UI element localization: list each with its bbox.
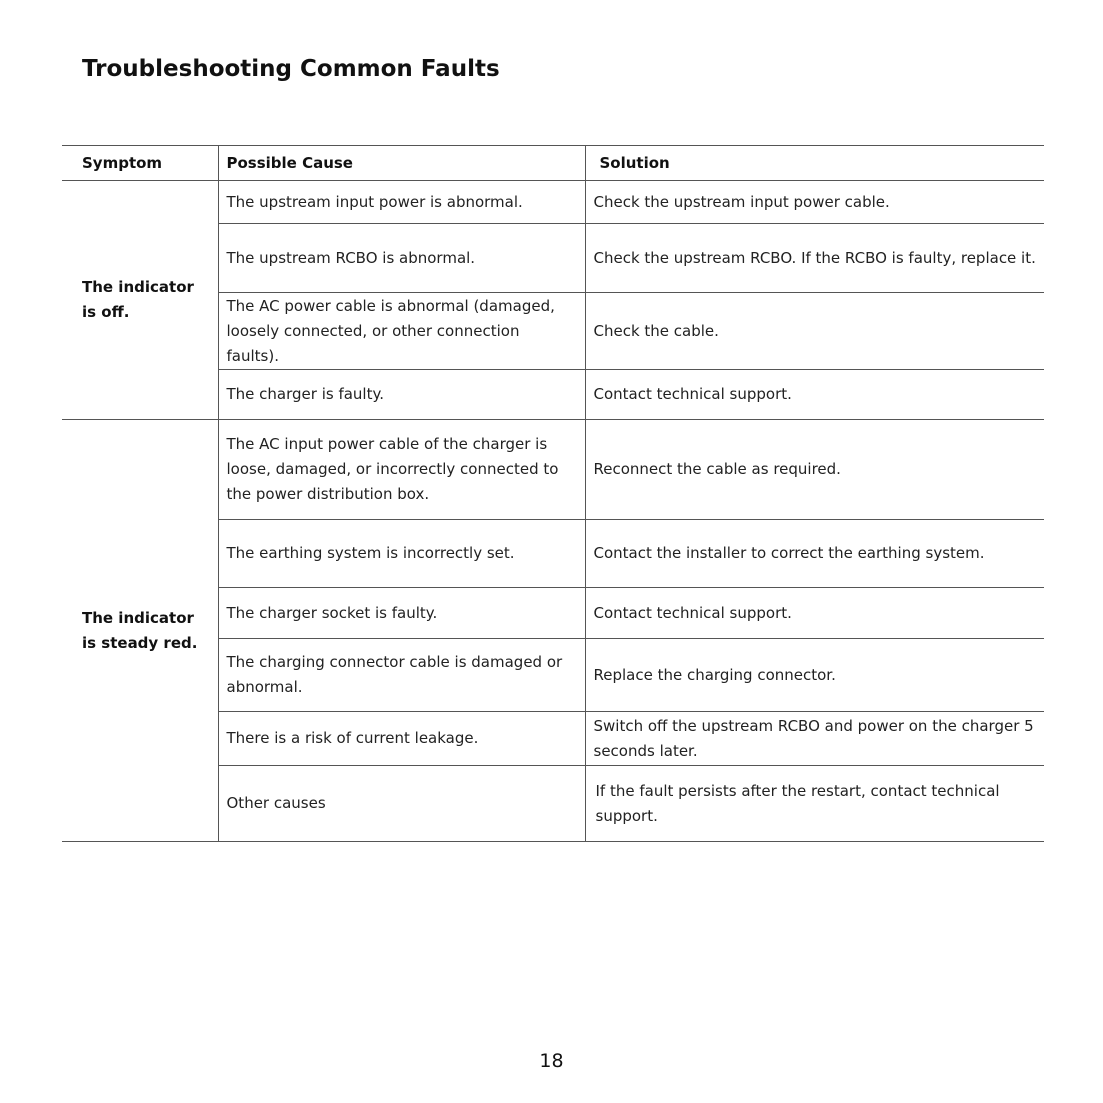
- cause-cell: The charger socket is faulty.: [218, 588, 585, 639]
- cause-cell: The upstream input power is abnormal.: [218, 181, 585, 224]
- header-possible-cause: Possible Cause: [218, 146, 585, 181]
- cause-cell: The charging connector cable is damaged or abnormal.: [218, 639, 585, 712]
- header-symptom: Symptom: [62, 146, 218, 181]
- symptom-indicator-steady-red: The indicator is steady red.: [62, 420, 218, 842]
- table-header-row: [62, 146, 1044, 181]
- page-title: Troubleshooting Common Faults: [82, 56, 500, 82]
- header-solution: Solution: [585, 146, 1044, 181]
- troubleshooting-table: [62, 145, 1044, 842]
- solution-cell: Check the upstream RCBO. If the RCBO is faulty, replace it.: [585, 224, 1044, 293]
- cause-cell: The earthing system is incorrectly set.: [218, 520, 585, 588]
- solution-cell: Contact technical support.: [585, 588, 1044, 639]
- solution-cell: If the fault persists after the restart, contact technical support.: [585, 766, 1044, 842]
- cause-cell: The AC input power cable of the charger is loose, damaged, or incorrectly connected to the power distribution box.: [218, 420, 585, 520]
- symptom-indicator-off: The indicator is off.: [62, 181, 218, 420]
- solution-cell: Contact technical support.: [585, 370, 1044, 420]
- solution-cell: Check the upstream input power cable.: [585, 181, 1044, 224]
- solution-cell: Replace the charging connector.: [585, 639, 1044, 712]
- page-number: 18: [539, 1050, 564, 1072]
- solution-cell: Switch off the upstream RCBO and power on the charger 5 seconds later.: [585, 712, 1044, 766]
- table-row: [62, 420, 1044, 520]
- solution-cell: Contact the installer to correct the earthing system.: [585, 520, 1044, 588]
- cause-cell: The charger is faulty.: [218, 370, 585, 420]
- solution-cell: Check the cable.: [585, 293, 1044, 370]
- cause-cell: The upstream RCBO is abnormal.: [218, 224, 585, 293]
- solution-cell: Reconnect the cable as required.: [585, 420, 1044, 520]
- cause-cell: The AC power cable is abnormal (damaged, loosely connected, or other connection faults).: [218, 293, 585, 370]
- table-row: [62, 181, 1044, 224]
- cause-cell: Other causes: [218, 766, 585, 842]
- cause-cell: There is a risk of current leakage.: [218, 712, 585, 766]
